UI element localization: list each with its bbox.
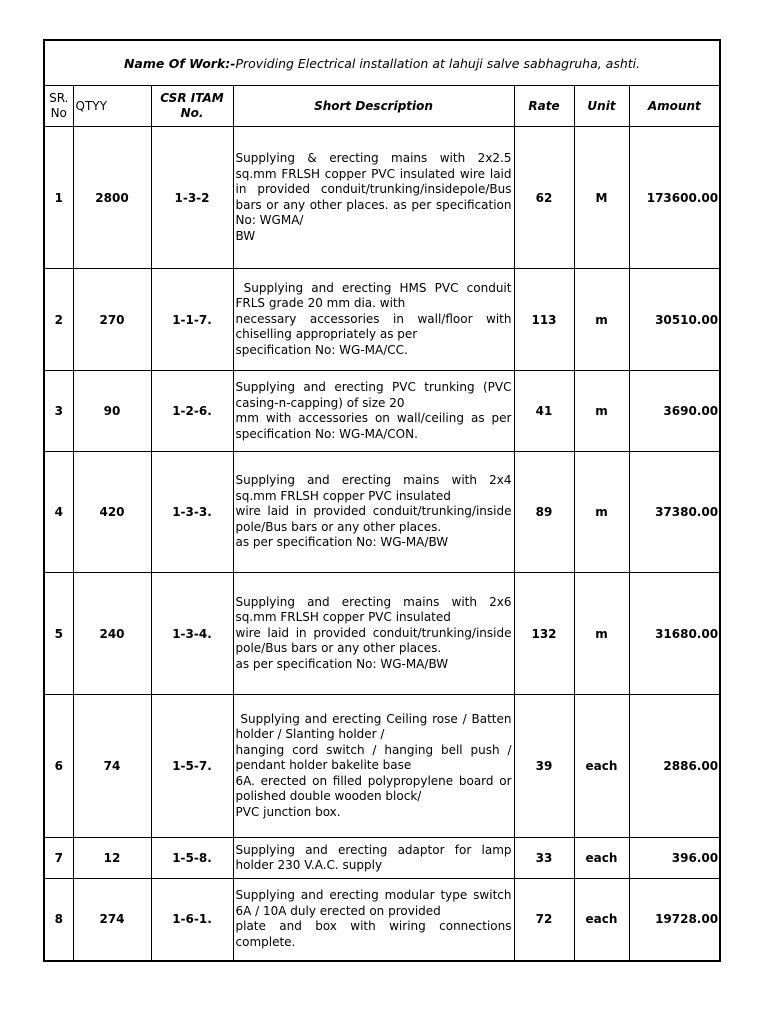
cell-amount: 2886.00 — [629, 695, 720, 838]
description-line: hanging cord switch / hanging bell push / — [235, 742, 512, 757]
description-line: specification No: WG-MA/CC. — [235, 342, 408, 357]
description-line: as per specification No: WG-MA/BW — [235, 656, 449, 671]
name-of-work-value: Providing Electrical installation at lahuji salve sabhagruha, ashti. — [235, 55, 641, 71]
table-row — [44, 269, 720, 371]
description-line: as per specification No: WG-MA/BW — [235, 535, 449, 550]
col-header-qty: QTYY — [73, 86, 151, 127]
description-line: Supplying and erecting Ceiling rose / Batten — [235, 711, 512, 726]
name-of-work — [44, 40, 720, 86]
table-row — [44, 695, 720, 838]
cell-csr-item: 1-5-7. — [151, 695, 233, 838]
cell-qty: 420 — [73, 452, 151, 573]
cell-sr-no: 2 — [44, 269, 73, 371]
cell-unit: m — [574, 452, 629, 573]
cell-sr-no: 4 — [44, 452, 73, 573]
col-header-csr-line2: No. — [180, 106, 204, 120]
description-line: Supplying and erecting adaptor for lamp — [235, 842, 512, 857]
description-line: specification No: WG-MA/CON. — [235, 426, 418, 441]
description-line: necessary accessories in wall/floor with — [235, 311, 512, 326]
description-line: polished double wooden block/ — [235, 789, 422, 804]
cell-unit: each — [574, 838, 629, 879]
description-line: 6A / 10A duly erected on provided — [235, 903, 441, 918]
description-line: pole/Bus bars or any other places. — [235, 641, 442, 656]
name-of-work-row — [44, 40, 720, 86]
bill-of-quantities-table — [43, 39, 721, 962]
table-row — [44, 838, 720, 879]
cell-sr-no: 7 — [44, 838, 73, 879]
cell-rate: 39 — [514, 695, 574, 838]
description-line: casing-n-capping) of size 20 — [235, 395, 405, 410]
cell-rate: 62 — [514, 127, 574, 269]
description-line: BW — [235, 228, 256, 243]
description-line: sq.mm FRLSH copper PVC insulated — [235, 610, 451, 625]
name-of-work-label: Name Of Work:- — [123, 55, 236, 71]
cell-csr-item: 1-3-3. — [151, 452, 233, 573]
cell-rate: 113 — [514, 269, 574, 371]
col-header-description: Short Description — [233, 86, 514, 127]
col-header-csr-item — [151, 86, 233, 127]
col-header-amount: Amount — [629, 86, 720, 127]
cell-qty: 240 — [73, 573, 151, 695]
description-line: pole/Bus bars or any other places. — [235, 519, 442, 534]
cell-csr-item: 1-1-7. — [151, 269, 233, 371]
description-line: bars or any other places. as per specification — [235, 197, 512, 212]
table-row — [44, 879, 720, 961]
cell-qty: 2800 — [73, 127, 151, 269]
cell-amount: 30510.00 — [629, 269, 720, 371]
col-header-unit: Unit — [574, 86, 629, 127]
cell-sr-no: 3 — [44, 371, 73, 452]
description-line: pendant holder bakelite base — [235, 758, 412, 773]
description-line: holder / Slanting holder / — [235, 727, 385, 742]
cell-csr-item: 1-3-4. — [151, 573, 233, 695]
column-header-row — [44, 86, 720, 127]
description-line: chiselling appropriately as per — [235, 327, 418, 342]
cell-qty: 270 — [73, 269, 151, 371]
description-line: Supplying & erecting mains with 2x2.5 — [235, 151, 512, 165]
cell-amount: 37380.00 — [629, 452, 720, 573]
cell-csr-item: 1-5-8. — [151, 838, 233, 879]
cell-rate: 89 — [514, 452, 574, 573]
table-row — [44, 371, 720, 452]
cell-sr-no: 5 — [44, 573, 73, 695]
cell-csr-item: 1-6-1. — [151, 879, 233, 961]
description-line: wire laid in provided conduit/trunking/inside — [235, 504, 512, 519]
cell-description — [233, 371, 514, 452]
cell-rate: 132 — [514, 573, 574, 695]
col-header-csr-line1: CSR ITAM — [160, 91, 224, 105]
cell-sr-no: 1 — [44, 127, 73, 269]
cell-description — [233, 127, 514, 269]
cell-rate: 41 — [514, 371, 574, 452]
col-header-sr-line1: SR. — [49, 91, 69, 105]
description-line: in provided conduit/trunking/insidepole/Bus — [235, 182, 512, 196]
cell-unit: m — [574, 269, 629, 371]
cell-description — [233, 838, 514, 879]
cell-amount: 31680.00 — [629, 573, 720, 695]
table-row — [44, 127, 720, 269]
cell-csr-item: 1-3-2 — [151, 127, 233, 269]
cell-unit: M — [574, 127, 629, 269]
cell-csr-item: 1-2-6. — [151, 371, 233, 452]
col-header-rate: Rate — [514, 86, 574, 127]
cell-amount: 3690.00 — [629, 371, 720, 452]
description-line: Supplying and erecting PVC trunking (PVC — [235, 380, 512, 394]
description-line: No: WGMA/ — [235, 213, 304, 227]
description-line: mm with accessories on wall/ceiling as per — [235, 411, 512, 425]
description-line: Supplying and erecting mains with 2x6 — [235, 594, 512, 609]
cell-amount: 396.00 — [629, 838, 720, 879]
cell-description — [233, 573, 514, 695]
description-line: Supplying and erecting modular type switch — [235, 888, 512, 903]
description-line: Supplying and erecting HMS PVC conduit — [235, 280, 512, 295]
cell-rate: 33 — [514, 838, 574, 879]
cell-unit: each — [574, 879, 629, 961]
cell-unit: m — [574, 371, 629, 452]
cell-description — [233, 452, 514, 573]
cell-description — [233, 695, 514, 838]
description-line: sq.mm FRLSH copper PVC insulated — [235, 488, 451, 503]
description-line: PVC junction box. — [235, 804, 341, 819]
col-header-sr-line2: No — [50, 106, 67, 120]
cell-description — [233, 269, 514, 371]
table-row — [44, 452, 720, 573]
cell-rate: 72 — [514, 879, 574, 961]
description-line: FRLS grade 20 mm dia. with — [235, 296, 406, 311]
description-line: plate and box with wiring connections — [235, 919, 512, 934]
cell-sr-no: 6 — [44, 695, 73, 838]
cell-qty: 274 — [73, 879, 151, 961]
cell-amount: 173600.00 — [629, 127, 720, 269]
description-line: holder 230 V.A.C. supply — [235, 858, 383, 872]
cell-qty: 74 — [73, 695, 151, 838]
description-line: Supplying and erecting mains with 2x4 — [235, 473, 512, 488]
description-line: complete. — [235, 934, 296, 949]
description-line: 6A. erected on filled polypropylene board or — [235, 773, 512, 788]
cell-unit: each — [574, 695, 629, 838]
table-row — [44, 573, 720, 695]
description-line: wire laid in provided conduit/trunking/inside — [235, 625, 512, 640]
cell-unit: m — [574, 573, 629, 695]
description-line: sq.mm FRLSH copper PVC insulated wire laid — [235, 166, 512, 181]
cell-qty: 90 — [73, 371, 151, 452]
cell-sr-no: 8 — [44, 879, 73, 961]
cell-amount: 19728.00 — [629, 879, 720, 961]
col-header-sr-no — [44, 86, 73, 127]
cell-qty: 12 — [73, 838, 151, 879]
cell-description — [233, 879, 514, 961]
